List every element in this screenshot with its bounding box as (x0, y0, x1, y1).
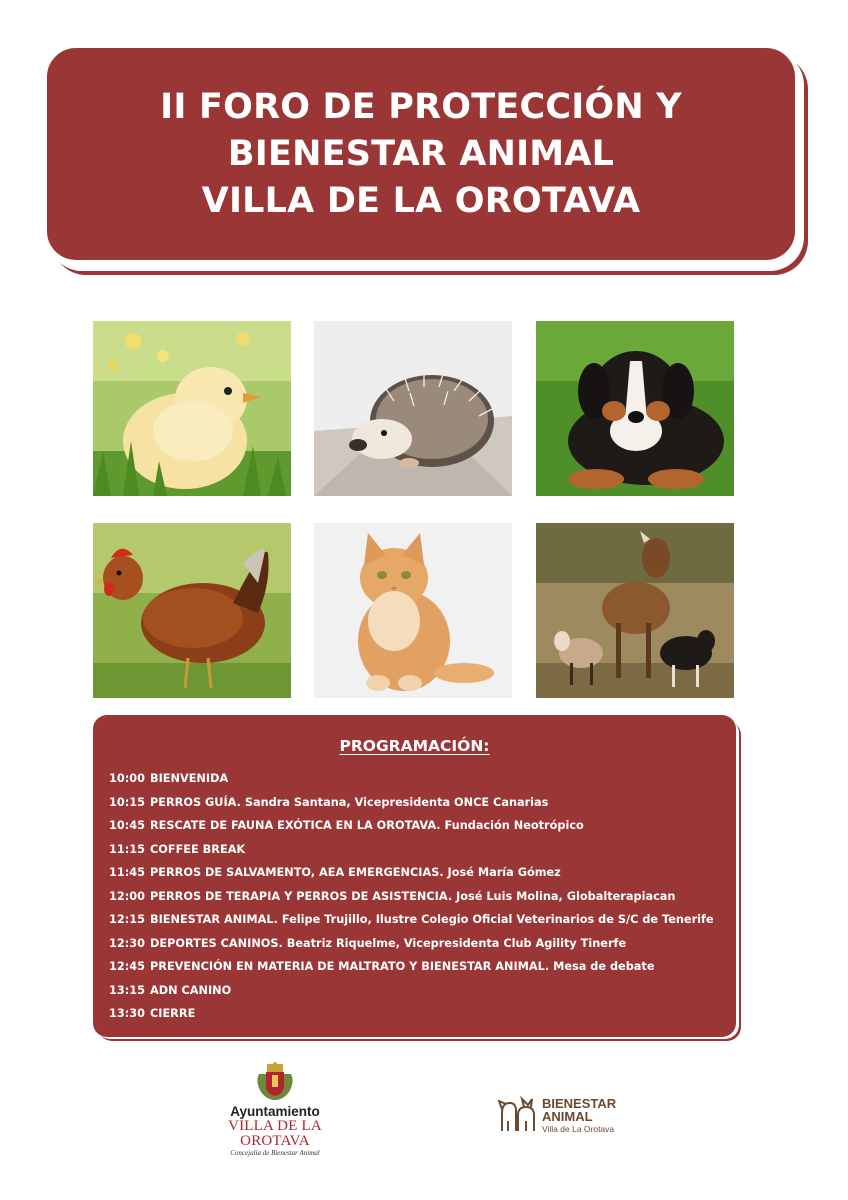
title-line-1: II FORO DE PROTECCIÓN Y (160, 86, 682, 127)
hen-photo (93, 523, 291, 698)
concejalia-label: Concejalía de Bienestar Animal (230, 1149, 320, 1157)
goats-photo (536, 523, 734, 698)
title-banner (44, 45, 798, 263)
programme-item-text: DEPORTES CANINOS. Beatriz Riquelme, Vicepresidenta Club Agility Tinerfe (149, 936, 627, 950)
programme-item (109, 908, 729, 932)
programme-item-text: COFFEE BREAK (149, 842, 246, 856)
coat-of-arms-icon (253, 1060, 297, 1102)
dog-cat-icon (498, 1095, 538, 1133)
programme-item-time: 13:30 (109, 1007, 145, 1020)
programme-title: PROGRAMACIÓN: (339, 737, 490, 755)
programme-item-text: PERROS DE TERAPIA Y PERROS DE ASISTENCIA. José Luis Molina, Globalterapiacan (149, 889, 676, 903)
programme-item-time: 13:15 (109, 983, 145, 997)
title-line-3: VILLA DE LA OROTAVA (201, 180, 641, 221)
programme-list (109, 767, 729, 1026)
bienestar-animal-logo (498, 1093, 648, 1137)
programme-item (109, 791, 729, 815)
programme-item-time: 11:15 (109, 842, 145, 856)
programme-item-text: PREVENCIÓN EN MATERIA DE MALTRATO Y BIENESTAR ANIMAL. Mesa de debate (149, 960, 655, 973)
hedgehog-photo (314, 321, 512, 496)
programme-item (109, 767, 729, 791)
cat-photo (314, 523, 512, 698)
programme-item-time: 10:15 (109, 795, 145, 809)
programme-item-time: 12:30 (109, 936, 145, 950)
programme-item-time: 10:45 (109, 819, 145, 832)
programme-item-text: RESCATE DE FAUNA EXÓTICA EN LA OROTAVA. Fundación Neotrópico (149, 819, 584, 832)
programme-item (109, 814, 729, 838)
programme-item-text: PERROS GUÍA. Sandra Santana, Vicepresidenta ONCE Canarias (149, 795, 549, 809)
programme-item-time: 12:15 (109, 913, 145, 926)
programme-item (109, 979, 729, 1003)
chick-photo (93, 321, 291, 496)
programme-item (109, 838, 729, 862)
animal-label: ANIMAL (542, 1109, 593, 1124)
programme-box (93, 715, 736, 1037)
programme-item (109, 955, 729, 979)
programme-item-time: 12:00 (109, 889, 145, 903)
bienestar-label: BIENESTAR (542, 1096, 617, 1111)
programme-item-time: 12:45 (109, 960, 145, 973)
programme-item-text: BIENESTAR ANIMAL. Felipe Trujillo, Ilustre Colegio Oficial Veterinarios de S/C de Tenerife (149, 913, 714, 926)
programme-item-text: BIENVENIDA (149, 772, 229, 785)
ayuntamiento-label: Ayuntamiento (230, 1104, 320, 1119)
programme-item (109, 1002, 729, 1026)
villa-label: VILLA DE LA OROTAVA (228, 1118, 322, 1149)
programme-item-time: 11:45 (109, 866, 145, 879)
programme-item (109, 861, 729, 885)
programme-item (109, 932, 729, 956)
villa-subtitle: Villa de La Orotava (542, 1124, 615, 1134)
programme-item-text: CIERRE (149, 1007, 196, 1020)
ayuntamiento-logo (195, 1060, 355, 1157)
programme-item-time: 10:00 (109, 772, 145, 785)
title-line-2: BIENESTAR ANIMAL (227, 133, 615, 174)
puppy-photo (536, 321, 734, 496)
programme-item-text: ADN CANINO (149, 983, 232, 997)
programme-item-text: PERROS DE SALVAMENTO, AEA EMERGENCIAS. José María Gómez (149, 866, 561, 879)
programme-item (109, 885, 729, 909)
